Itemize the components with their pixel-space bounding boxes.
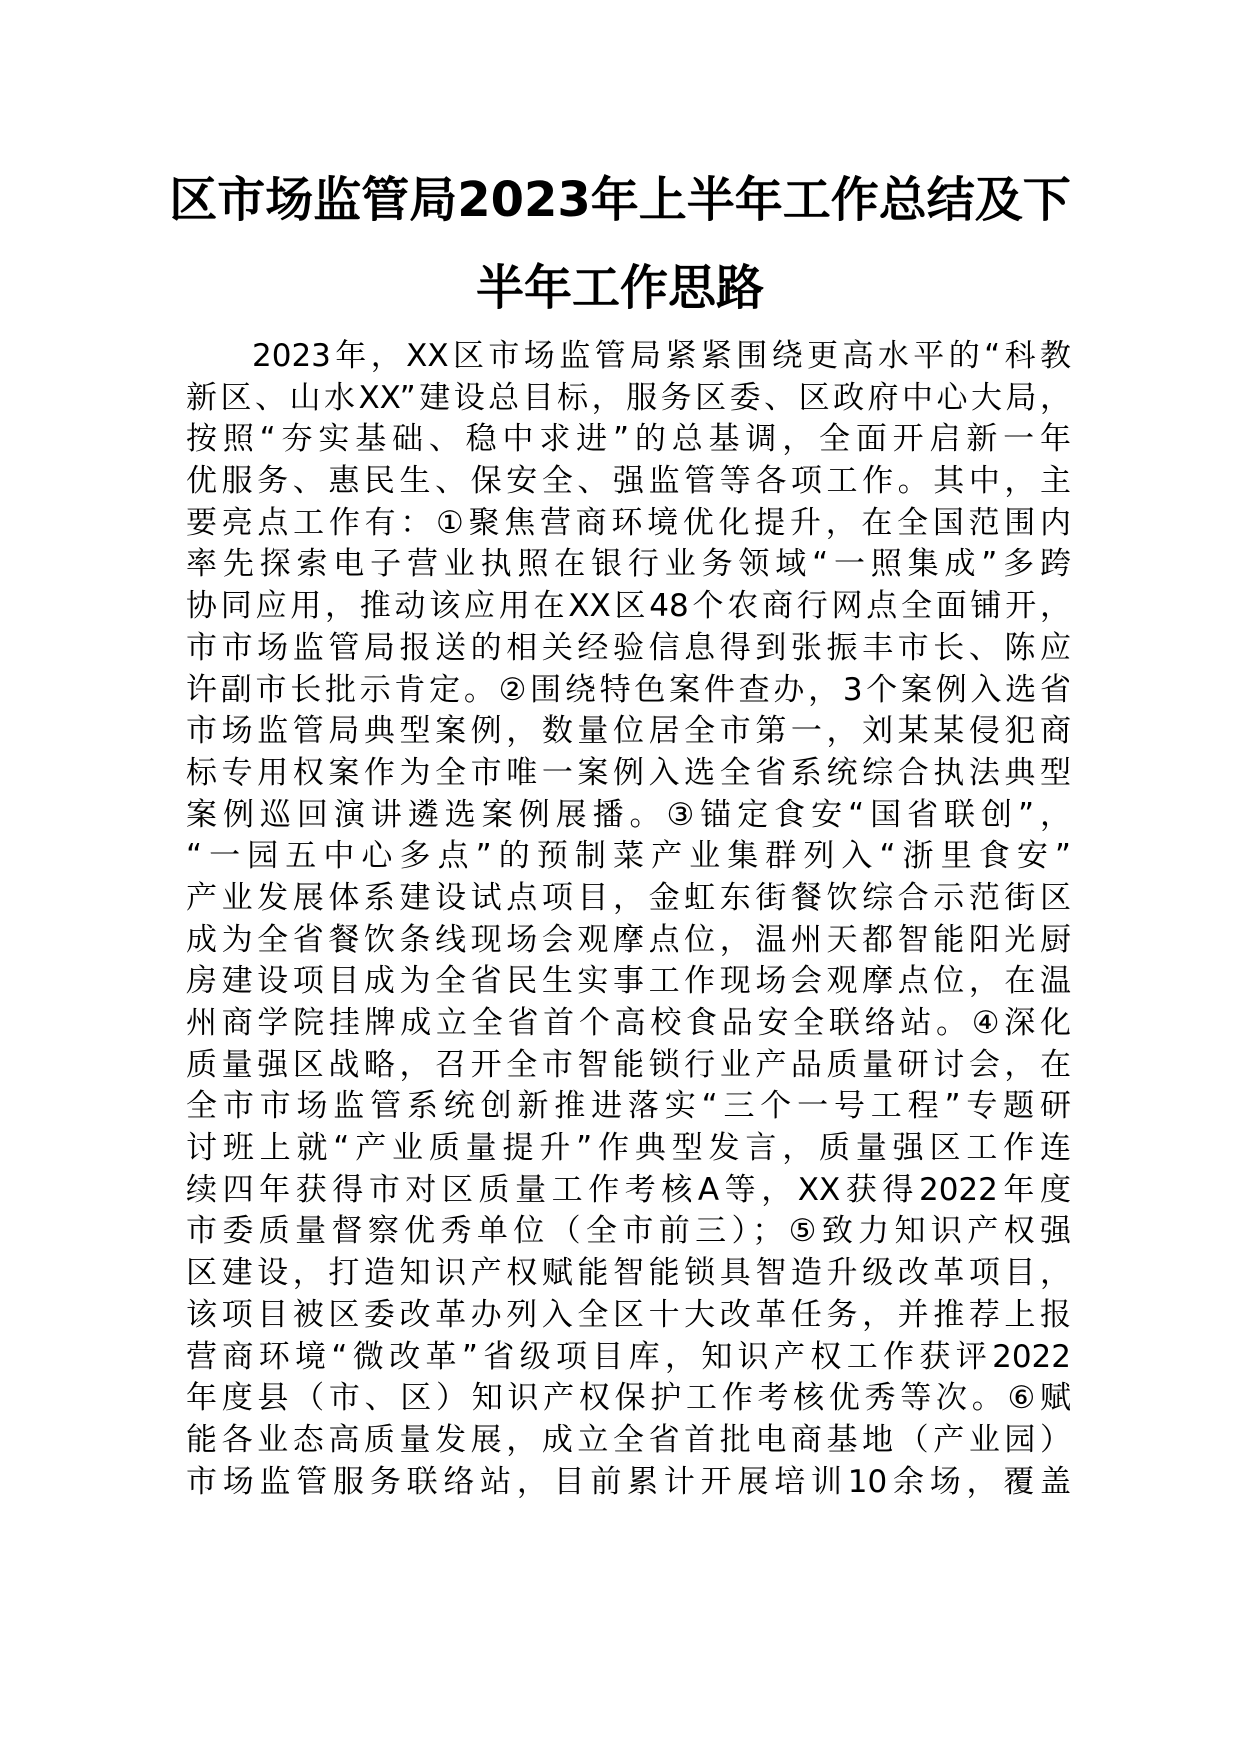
body-text-line: 新区、山水XX”建设总目标，服务区委、区政府中心大局， <box>186 379 1071 416</box>
body-text-line: 按照“夯实基础、稳中求进”的总基调，全面开启新一年 <box>186 421 1071 458</box>
body-text-line: 房建设项目成为全省民生实事工作现场会观摩点位，在温 <box>186 963 1071 1000</box>
body-text-line: 率先探索电子营业执照在银行业务领域“一照集成”多跨 <box>186 546 1071 583</box>
body-text-line: 讨班上就“产业质量提升”作典型发言，质量强区工作连 <box>186 1130 1071 1167</box>
body-text-line: 2023年，XX区市场监管局紧紧围绕更高水平的“科教 <box>252 338 1071 374</box>
body-text-line: 该项目被区委改革办列入全区十大改革任务，并推荐上报 <box>186 1296 1071 1333</box>
body-text-line: 全市市场监管系统创新推进落实“三个一号工程”专题研 <box>186 1088 1071 1125</box>
body-text-line: 协同应用，推动该应用在XX区48个农商行网点全面铺开， <box>186 588 1071 625</box>
body-text-line: 标专用权案作为全市唯一案例入选全省系统综合执法典型 <box>186 754 1071 791</box>
body-text-line: 市委质量督察优秀单位（全市前三）；⑤致力知识产权强 <box>186 1213 1071 1250</box>
document-body <box>186 336 1071 1503</box>
body-text-line: 质量强区战略，召开全市智能锁行业产品质量研讨会，在 <box>186 1046 1071 1083</box>
body-text-line: 市场监管局典型案例，数量位居全市第一，刘某某侵犯商 <box>186 713 1071 750</box>
body-text-line: 成为全省餐饮条线现场会观摩点位，温州天都智能阳光厨 <box>186 921 1071 958</box>
body-text-line: 年度县（市、区）知识产权保护工作考核优秀等次。⑥赋 <box>186 1380 1071 1417</box>
document-title-line-2: 半年工作思路 <box>475 260 764 316</box>
body-text-line: 案例巡回演讲遴选案例展播。③锚定食安“国省联创”， <box>186 796 1071 833</box>
body-text-line: 优服务、惠民生、保安全、强监管等各项工作。其中，主 <box>186 463 1071 500</box>
body-text-line: 区建设，打造知识产权赋能智能锁具智造升级改革项目， <box>186 1255 1071 1292</box>
body-text-line: 能各业态高质量发展，成立全省首批电商基地（产业园） <box>186 1421 1071 1458</box>
body-text-line: 要亮点工作有：①聚焦营商环境优化提升，在全国范围内 <box>186 504 1071 541</box>
body-text-line: 续四年获得市对区质量工作考核A等，XX获得2022年度 <box>186 1171 1071 1208</box>
body-text-line: 许副市长批示肯定。②围绕特色案件查办，3个案例入选省 <box>186 671 1071 708</box>
document-title-line-1: 区市场监管局2023年上半年工作总结及下 <box>169 172 1071 228</box>
body-text-line: 产业发展体系建设试点项目，金虹东街餐饮综合示范街区 <box>186 879 1071 916</box>
body-text-line: 州商学院挂牌成立全省首个高校食品安全联络站。④深化 <box>186 1005 1071 1041</box>
body-text-line: “一园五中心多点”的预制菜产业集群列入“浙里食安” <box>186 838 1071 875</box>
body-text-line: 市市场监管局报送的相关经验信息得到张振丰市长、陈应 <box>186 629 1071 666</box>
body-text-line: 营商环境“微改革”省级项目库，知识产权工作获评2022 <box>186 1338 1071 1375</box>
body-text-line: 市场监管服务联络站，目前累计开展培训10余场，覆盖 <box>186 1463 1071 1500</box>
